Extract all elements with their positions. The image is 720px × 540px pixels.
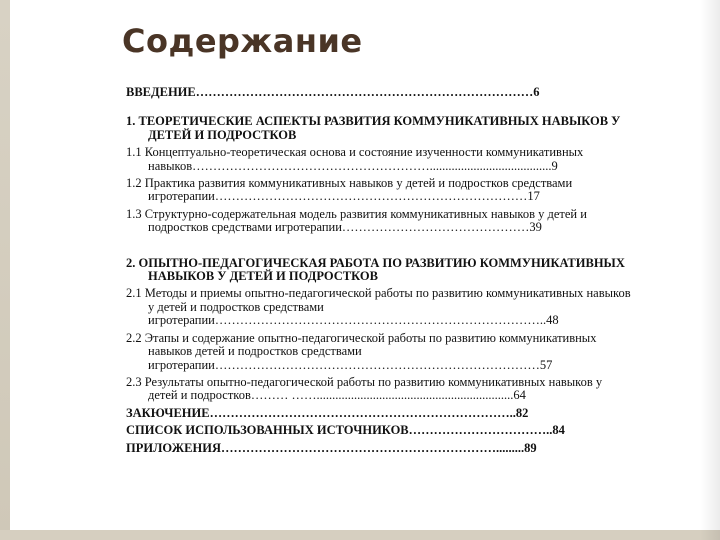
toc-sources: СПИСОК ИСПОЛЬЗОВАННЫХ ИСТОЧНИКОВ……………………………..84 xyxy=(126,423,565,438)
toc-ch2-s3-cont: детей и подростков……… ……...............................................................64 xyxy=(148,388,526,403)
bottom-accent-bar xyxy=(0,530,720,540)
toc-ch1-heading-cont: ДЕТЕЙ И ПОДРОСТКОВ xyxy=(148,127,297,142)
toc-appendix: ПРИЛОЖЕНИЯ………………………………………………………….........89 xyxy=(126,440,537,455)
toc-ch2-s1-cont2: игротерапии……………………………………………………………………..48 xyxy=(148,313,559,328)
toc-conclusion: ЗАКЮЧЕНИЕ………………………………………………………………..82 xyxy=(126,405,529,420)
toc-ch1-s2-cont: игротерапии…………………………………………………………………17 xyxy=(148,189,540,204)
toc-ch2-heading-cont: НАВЫКОВ У ДЕТЕЙ И ПОДРОСТКОВ xyxy=(148,269,378,284)
toc-ch1-heading: 1. ТЕОРЕТИЧЕСКИЕ АСПЕКТЫ РАЗВИТИЯ КОММУНИКАТИВНЫХ НАВЫКОВ У xyxy=(126,114,621,129)
toc-ch2-s3: 2.3 Результаты опытно-педагогической работы по развитию коммуникативных навыков у xyxy=(126,374,603,389)
toc-ch2-s1: 2.1 Методы и приемы опытно-педагогической работы по развитию коммуникативных навыков xyxy=(126,286,631,301)
toc-ch2-s2-cont: навыков детей и подростков средствами xyxy=(148,344,362,359)
toc-ch1-s3: 1.3 Структурно-содержательная модель развития коммуникативных навыков у детей и xyxy=(126,206,587,221)
toc-ch2-s2: 2.2 Этапы и содержание опытно-педагогической работы по развитию коммуникативных xyxy=(126,330,597,345)
toc-ch2-heading: 2. ОПЫТНО-ПЕДАГОГИЧЕСКАЯ РАБОТА ПО РАЗВИТИЮ КОММУНИКАТИВНЫХ xyxy=(126,255,625,270)
toc-intro: ВВЕДЕНИЕ………………………………………………………………………6 xyxy=(126,85,540,99)
toc-ch1-s1: 1.1 Концептуально-теоретическая основа и состояние изученности коммуникативных xyxy=(126,145,584,160)
table-of-contents xyxy=(126,86,698,455)
toc-ch1-s1-cont: навыков………………………………………………….......................................9 xyxy=(148,158,558,173)
toc-ch2-s1-cont: у детей и подростков средствами xyxy=(148,299,324,314)
page-title: Содержание xyxy=(122,22,363,60)
left-accent-bar xyxy=(0,0,10,540)
toc-ch1-s2: 1.2 Практика развития коммуникативных навыков у детей и подростков средствами xyxy=(126,176,573,191)
toc-ch2-s2-cont2: игротерапии……………………………………………………………………57 xyxy=(148,357,553,372)
right-edge-shadow xyxy=(700,0,720,540)
toc-ch1-s3-cont: подростков средствами игротерапии………………………………………39 xyxy=(148,220,542,235)
